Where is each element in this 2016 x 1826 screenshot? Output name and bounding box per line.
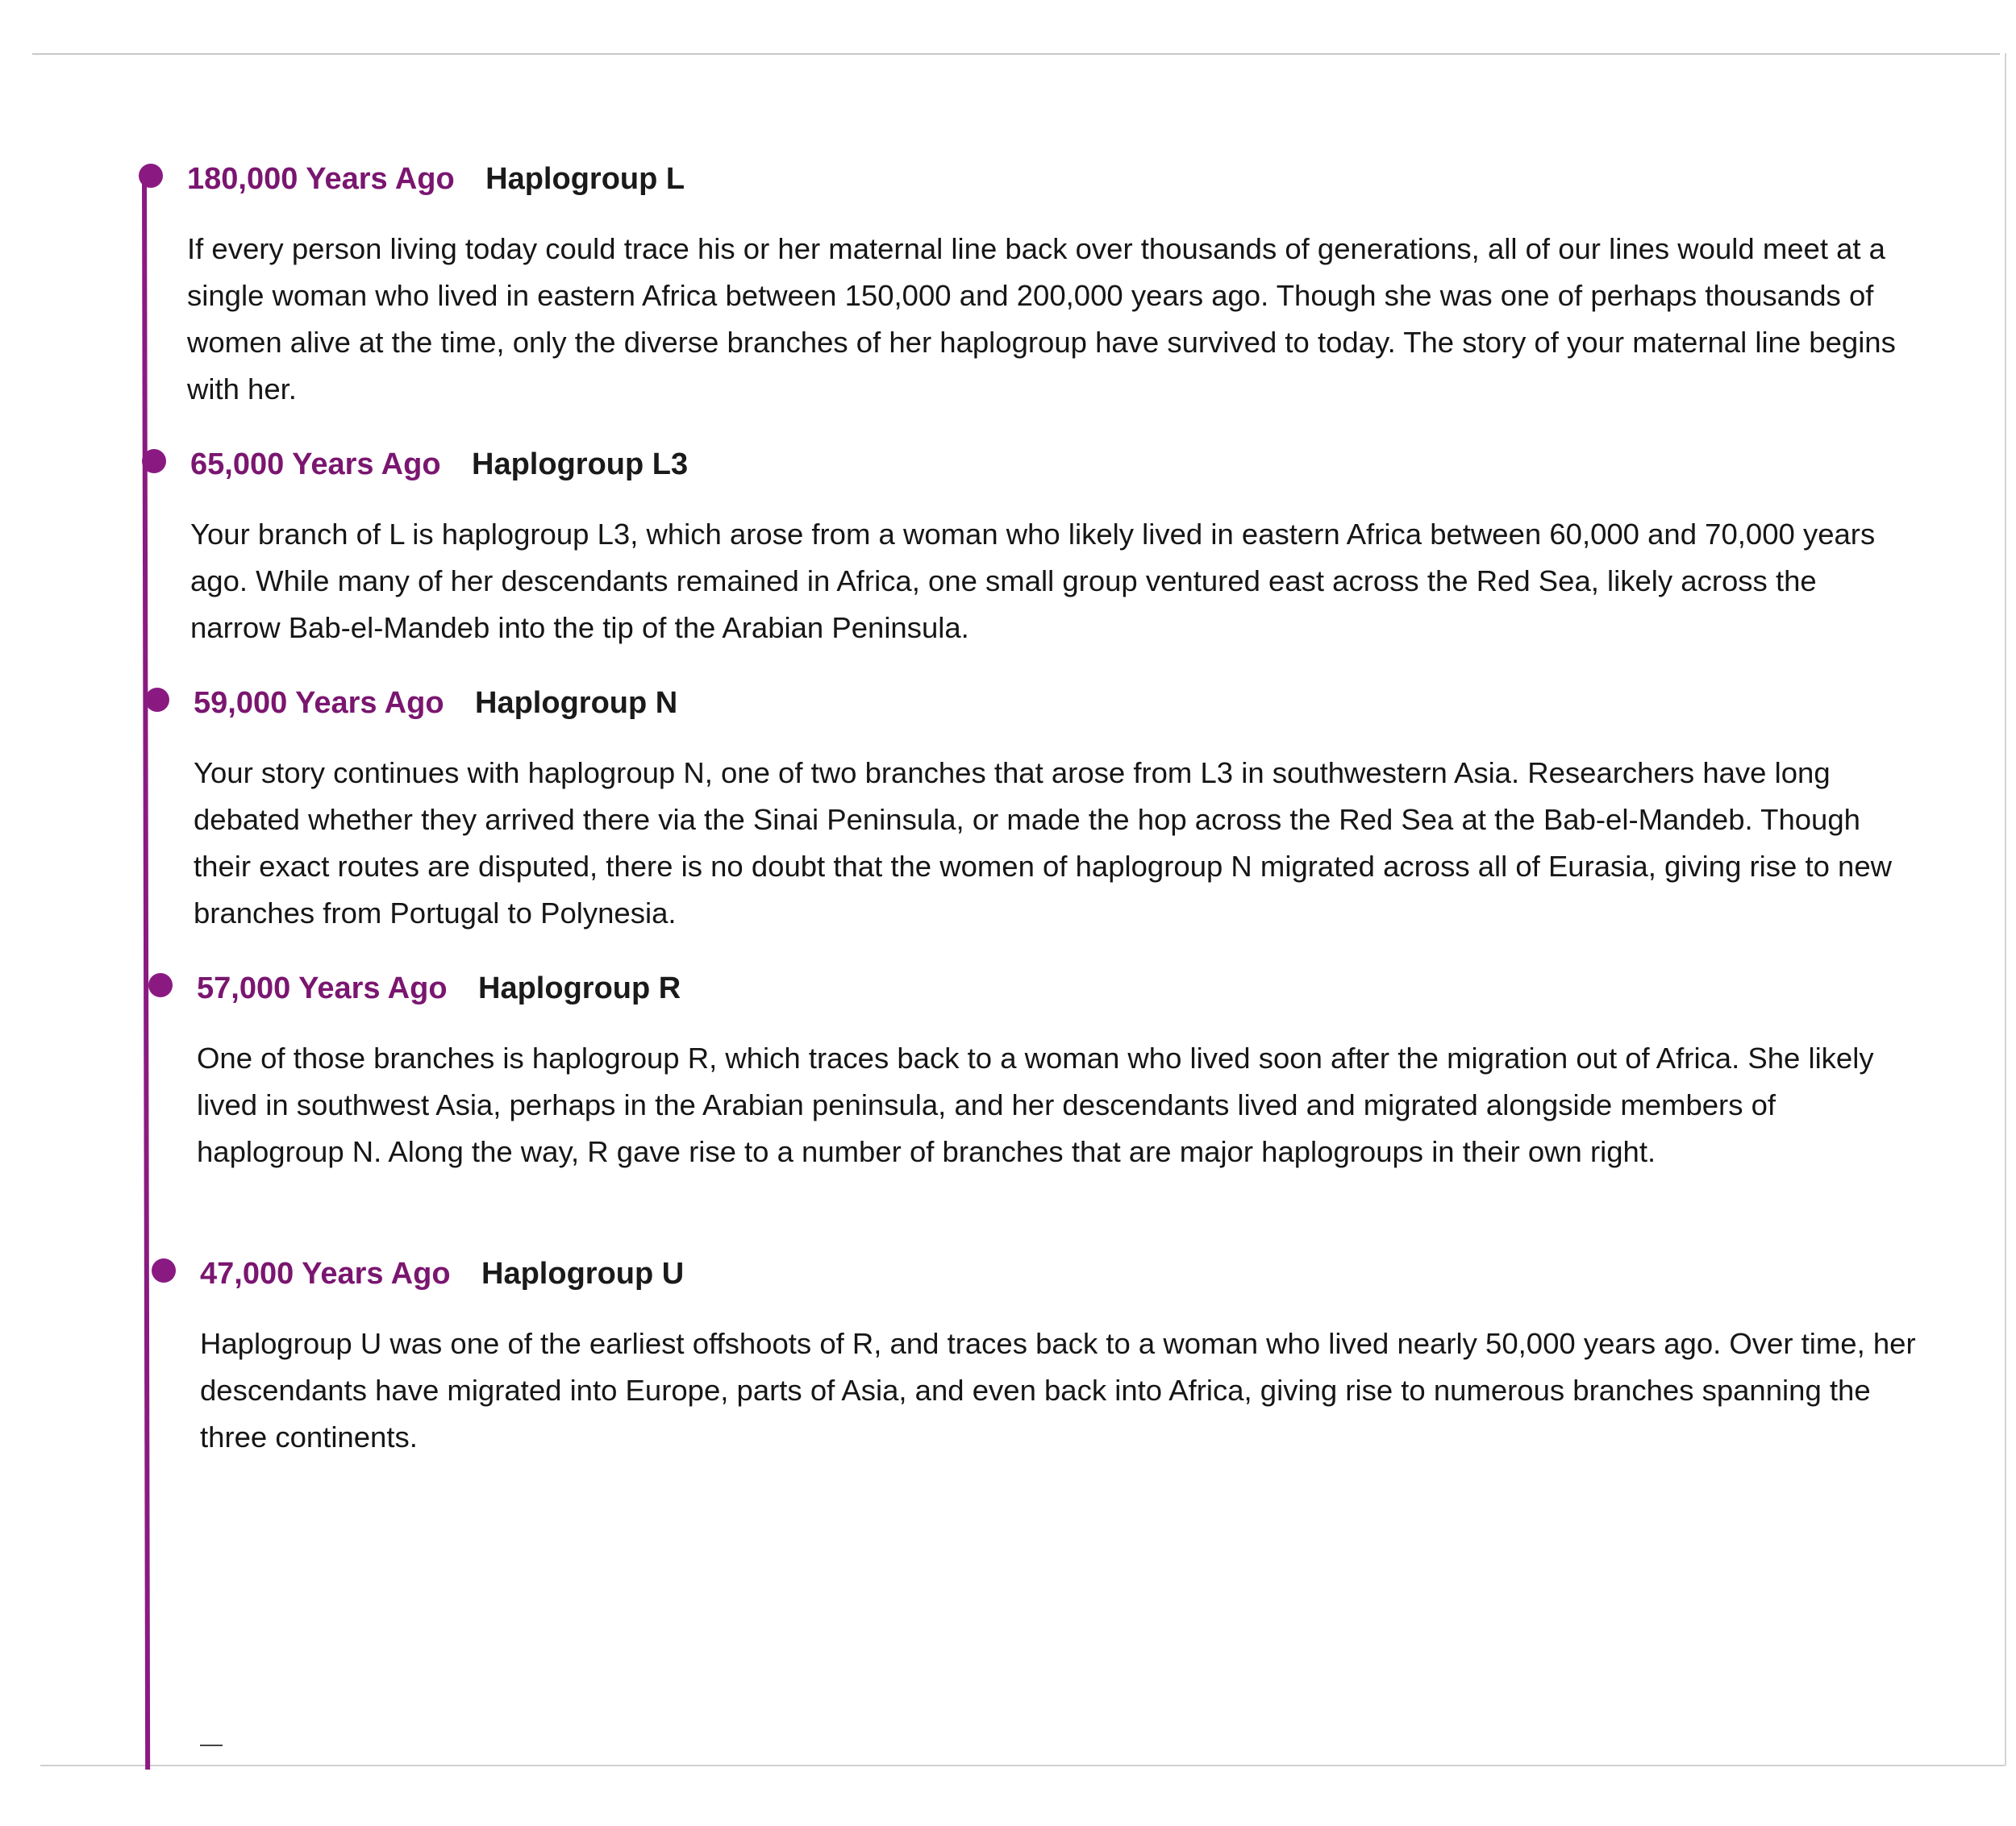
timeline-dot [148,973,173,997]
entry-text: Your branch of L is haplogroup L3, which arose from a woman who likely lived in eastern Africa between 60,000 and 70,000 years ago. While many of her descendants remained in Africa, one small group ventured east across the Red Sea, likely across the narrow Bab-el-Mandeb into the tip of the Arabian Peninsula. [190,518,1876,644]
timeline-entry-l3 [190,442,1908,651]
scan-edge-bottom [40,1765,2005,1766]
scan-mark [200,1745,223,1746]
entry-haplogroup: Haplogroup L3 [472,447,689,481]
entry-haplogroup: Haplogroup N [475,686,678,720]
entry-years: 59,000 Years Ago [194,686,444,720]
timeline-entry-u [200,1251,1918,1461]
entry-header [190,442,1908,487]
entry-text: Haplogroup U was one of the earliest offshoots of R, and traces back to a woman who lived nearly 50,000 years ago. Over time, her descendants have migrated into Europe, parts of Asia, and even back into Africa, giving rise to numerous branches spanning the three continents. [200,1327,1916,1454]
timeline-dot [152,1258,176,1283]
entry-text: One of those branches is haplogroup R, which traces back to a woman who lived soon after the migration out of Africa. She likely lived in southwest Asia, perhaps in the Arabian peninsula, and her descendants lived and migrated alongside members of haplogroup N. Along the way, R gave rise to a number of branches that are major haplogroups in their own right. [197,1042,1874,1168]
timeline-dot [139,164,163,188]
scan-edge-top [32,53,2000,55]
entry-years: 47,000 Years Ago [200,1257,451,1291]
entry-haplogroup: Haplogroup U [481,1257,685,1291]
entry-header [197,966,1914,1011]
scan-edge-right [2005,53,2006,1766]
entry-haplogroup: Haplogroup R [478,971,681,1005]
timeline-line [142,173,150,1770]
entry-years: 180,000 Years Ago [187,162,455,196]
entry-header [187,156,1905,202]
entry-haplogroup: Haplogroup L [485,162,685,196]
entry-header [194,680,1911,726]
entry-header [200,1251,1918,1296]
entry-text: Your story continues with haplogroup N, one of two branches that arose from L3 in southwestern Asia. Researchers have long debated whether they arrived there via the Sinai Peninsula, or made the hop across the Red Sea at the Bab-el-Mandeb. Though their exact routes are disputed, there is no doubt that the women of haplogroup N migrated across all of Eurasia, giving rise to new branches from Portugal to Polynesia. [194,756,1893,930]
timeline-dot [142,449,166,473]
timeline-entry-l [187,156,1905,413]
timeline-entry-r [197,966,1914,1175]
entry-years: 65,000 Years Ago [190,447,441,481]
timeline-entry-n [194,680,1911,937]
timeline-dot [145,688,169,712]
entry-text: If every person living today could trace his or her maternal line back over thousands of generations, all of our lines would meet at a single woman who lived in eastern Africa between 150,000 and 200,000 years ago. Though she was one of perhaps thousands of women alive at the time, only the diverse branches of her haplogroup have survived to today. The story of your maternal line begins with her. [187,232,1896,406]
entry-years: 57,000 Years Ago [197,971,448,1005]
